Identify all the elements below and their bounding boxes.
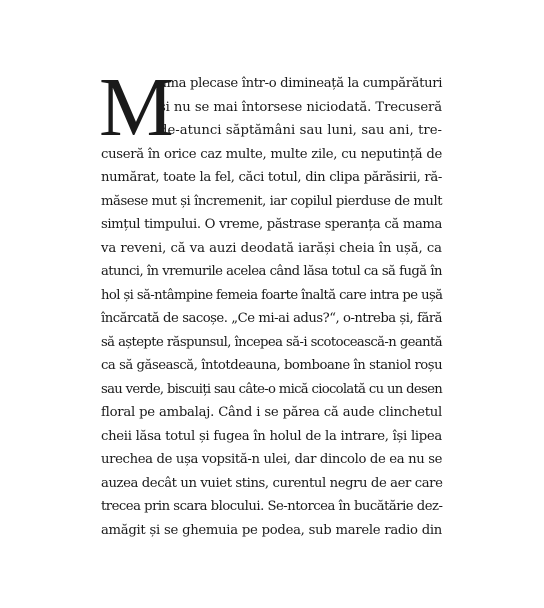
text-line: floral pe ambalaj. Când i se părea că aude clinchetul: [101, 405, 442, 420]
text-line: ca să găsească, întotdeauna, bomboane în staniol roșu: [101, 358, 443, 373]
text-line: simțul timpului. O vreme, păstrase speranța că mama: [101, 217, 442, 232]
text-line: ama plecase într-o dimineață la cumpărături: [159, 76, 443, 91]
text-line: trecea prin scara blocului. Se-ntorcea în bucătărie dez-: [101, 499, 443, 514]
text-line: auzea decât un vuiet stins, curentul negru de aer care: [101, 475, 443, 491]
text-line: și nu se mai întorsese niciodată. Trecuseră: [159, 99, 442, 115]
drop-cap: M: [99, 61, 174, 154]
text-line: cheii lăsa totul și fugea în holul de la intrare, își lipea: [101, 428, 442, 444]
text-line: va reveni, că va auzi deodată iarăși cheia în ușă, ca: [101, 240, 442, 256]
text-line: măsese mut și încremenit, iar copilul pierduse de mult: [101, 193, 443, 209]
text-line: atunci, în vremurile acelea când lăsa totul ca să fugă în: [101, 264, 442, 279]
text-line: amăgit și se ghemuia pe podea, sub marele radio din: [101, 522, 442, 538]
text-line: să aștepte răspunsul, începea să-i scotocească-n geantă: [101, 334, 442, 350]
text-line: urechea de ușa vopsită-n ulei, dar dincolo de ea nu se: [101, 452, 443, 467]
text-line: de-atunci săptămâni sau luni, sau ani, tre-: [159, 123, 442, 138]
text-line: sau verde, biscuiți sau câte-o mică ciocolată cu un desen: [101, 381, 442, 397]
text-line: încărcată de sacoșe. „Ce mi-ai adus?“, o-ntreba și, fără: [101, 311, 442, 326]
text-line: numărat, toate la fel, căci totul, din clipa părăsirii, ră-: [101, 170, 442, 185]
text-line: hol și să-ntâmpine femeia foarte înaltă care intra pe ușă: [101, 287, 443, 303]
text-line: cuseră în orice caz multe, multe zile, cu neputință de: [101, 146, 442, 162]
paragraph: [99, 61, 443, 542]
